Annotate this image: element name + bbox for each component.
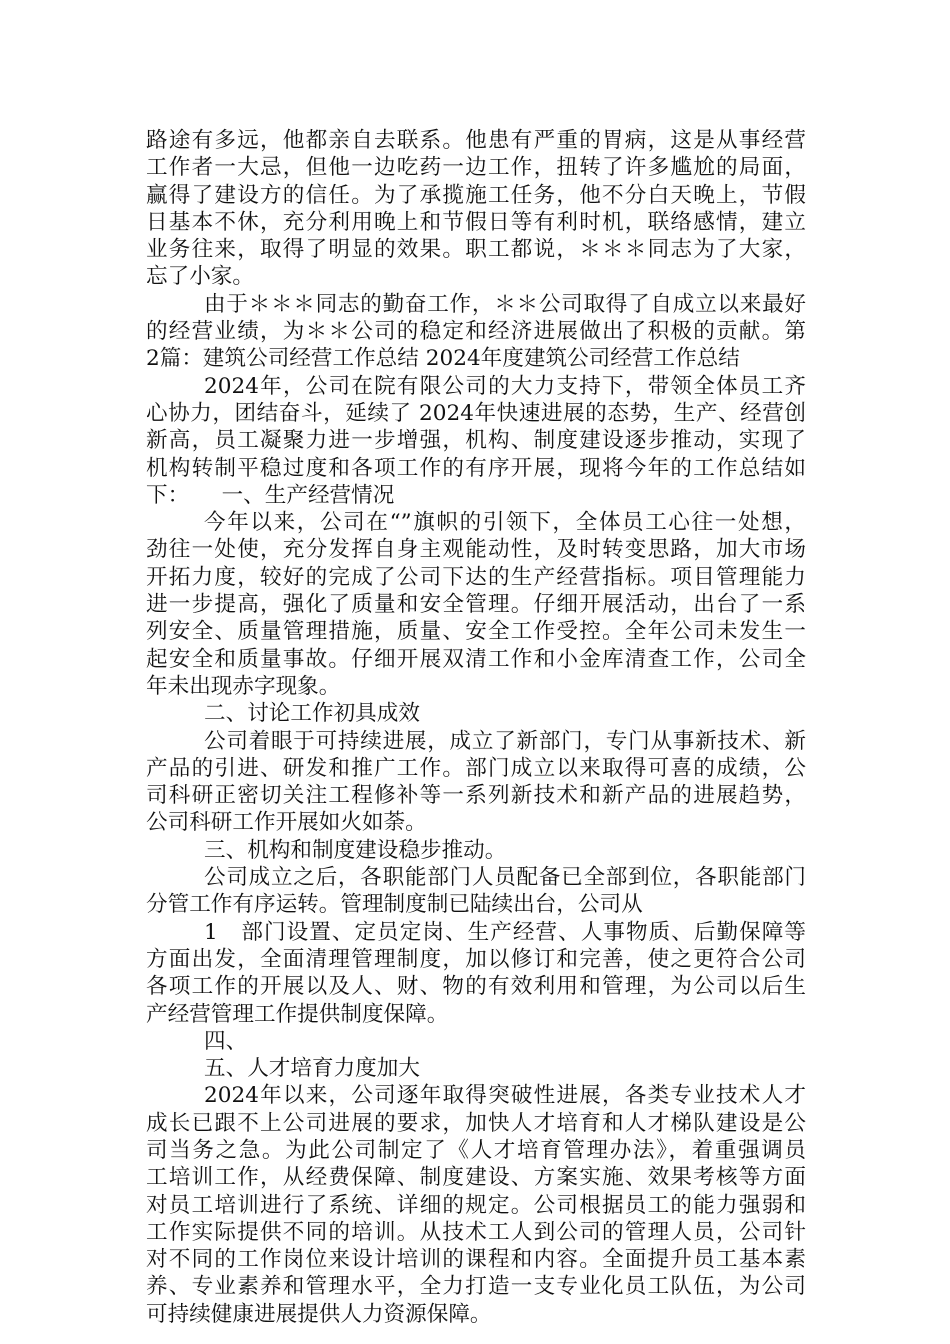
text-line: 路途有多远，他都亲自去联系。他患有严重的胃病，这是从事经营 — [146, 128, 806, 153]
text-line: 可持续健康进展提供人力资源保障。 — [146, 1301, 492, 1327]
text-line: 机构转制平稳过度和各项工作的有序开展，现将今年的工作总结如 — [146, 455, 806, 481]
text-line: 各项工作的开展以及人、财、物的有效利用和管理，为公司以后生 — [146, 974, 806, 1000]
text-line: 四、 — [204, 1028, 248, 1054]
text-line: 今年以来，公司在“”旗帜的引领下，全体员工心往一处想， — [204, 510, 806, 536]
text-line: 对员工培训进行了系统、详细的规定。公司根据员工的能力强弱和 — [146, 1192, 806, 1218]
text-line: 分管工作有序运转。管理制度制已陆续出台，公司从 — [146, 892, 643, 918]
text-line: 心协力，团结奋斗，延续了 2024年快速进展的态势，生产、经营创 — [146, 400, 806, 426]
text-line: 方面出发，全面清理管理制度，加以修订和完善，使之更符合公司 — [146, 946, 806, 972]
text-line: 劲往一处使，充分发挥自身主观能动性，及时转变思路，加大市场 — [146, 537, 806, 563]
text-line: 1 部门设置、定员定岗、生产经营、人事物质、后勤保障等 — [204, 919, 806, 945]
text-line: 起安全和质量事故。仔细开展双清工作和小金库清查工作，公司全 — [146, 646, 806, 672]
text-line: 赢得了建设方的信任。为了承揽施工任务，他不分白天晚上，节假 — [146, 182, 806, 208]
text-line: 日基本不休，充分利用晚上和节假日等有利时机，联络感情，建立 — [146, 209, 806, 235]
text-line: 忘了小家。 — [146, 264, 254, 290]
text-line: 公司着眼于可持续进展，成立了新部门，专门从事新技术、新 — [204, 728, 806, 754]
document-body — [146, 127, 806, 1328]
text-line: 工作者一大忌，但他一边吃药一边工作，扭转了许多尴尬的局面， — [146, 155, 806, 181]
text-line: 司科研正密切关注工程修补等一系列新技术和新产品的进展趋势， — [146, 783, 806, 809]
text-line: 二、讨论工作初具成效 — [204, 701, 420, 727]
text-line: 工培训工作，从经费保障、制度建设、方案实施、效果考核等方面 — [146, 1165, 806, 1191]
text-line: 年未出现赤字现象。 — [146, 673, 341, 699]
text-line: 成长已跟不上公司进展的要求，加快人才培育和人才梯队建设是公 — [146, 1110, 806, 1136]
text-line: 对不同的工作岗位来设计培训的课程和内容。全面提升员工基本素 — [146, 1247, 806, 1273]
text-line: 的经营业绩，为＊＊公司的稳定和经济进展做出了积极的贡献。第 — [146, 319, 806, 345]
text-line: 公司科研工作开展如火如荼。 — [146, 810, 427, 836]
text-line: 下： 一、生产经营情况 — [146, 482, 395, 508]
text-line: 2024年以来，公司逐年取得突破性进展，各类专业技术人才 — [204, 1083, 806, 1109]
text-line: 司当务之急。为此公司制定了《人才培育管理办法》，着重强调员 — [146, 1137, 806, 1163]
text-line: 进一步提高，强化了质量和安全管理。仔细开展活动，出台了一系 — [146, 592, 806, 618]
text-line: 产品的引进、研发和推广工作。部门成立以来取得可喜的成绩，公 — [146, 755, 806, 781]
text-line: 三、机构和制度建设稳步推动。 — [204, 837, 507, 863]
text-line: 2024年，公司在院有限公司的大力支持下，带领全体员工齐 — [204, 373, 806, 399]
text-line: 产经营管理工作提供制度保障。 — [146, 1001, 449, 1027]
text-line: 工作实际提供不同的培训。从技术工人到公司的管理人员，公司针 — [146, 1219, 806, 1245]
text-line: 列安全、质量管理措施，质量、安全工作受控。全年公司未发生一 — [146, 619, 806, 645]
text-line: 2篇：建筑公司经营工作总结 2024年度建筑公司经营工作总结 — [146, 346, 740, 372]
text-line: 业务往来，取得了明显的效果。职工都说，＊＊＊同志为了大家， — [146, 237, 806, 263]
text-line: 五、人才培育力度加大 — [204, 1056, 420, 1082]
text-line: 养、专业素养和管理水平，全力打造一支专业化员工队伍，为公司 — [146, 1274, 806, 1300]
text-line: 由于＊＊＊同志的勤奋工作，＊＊公司取得了自成立以来最好 — [204, 291, 806, 317]
text-line: 公司成立之后，各职能部门人员配备已全部到位，各职能部门 — [204, 865, 806, 891]
text-line: 开拓力度，较好的完成了公司下达的生产经营指标。项目管理能力 — [146, 564, 806, 590]
text-line: 新高，员工凝聚力进一步增强，机构、制度建设逐步推动，实现了 — [146, 428, 806, 454]
